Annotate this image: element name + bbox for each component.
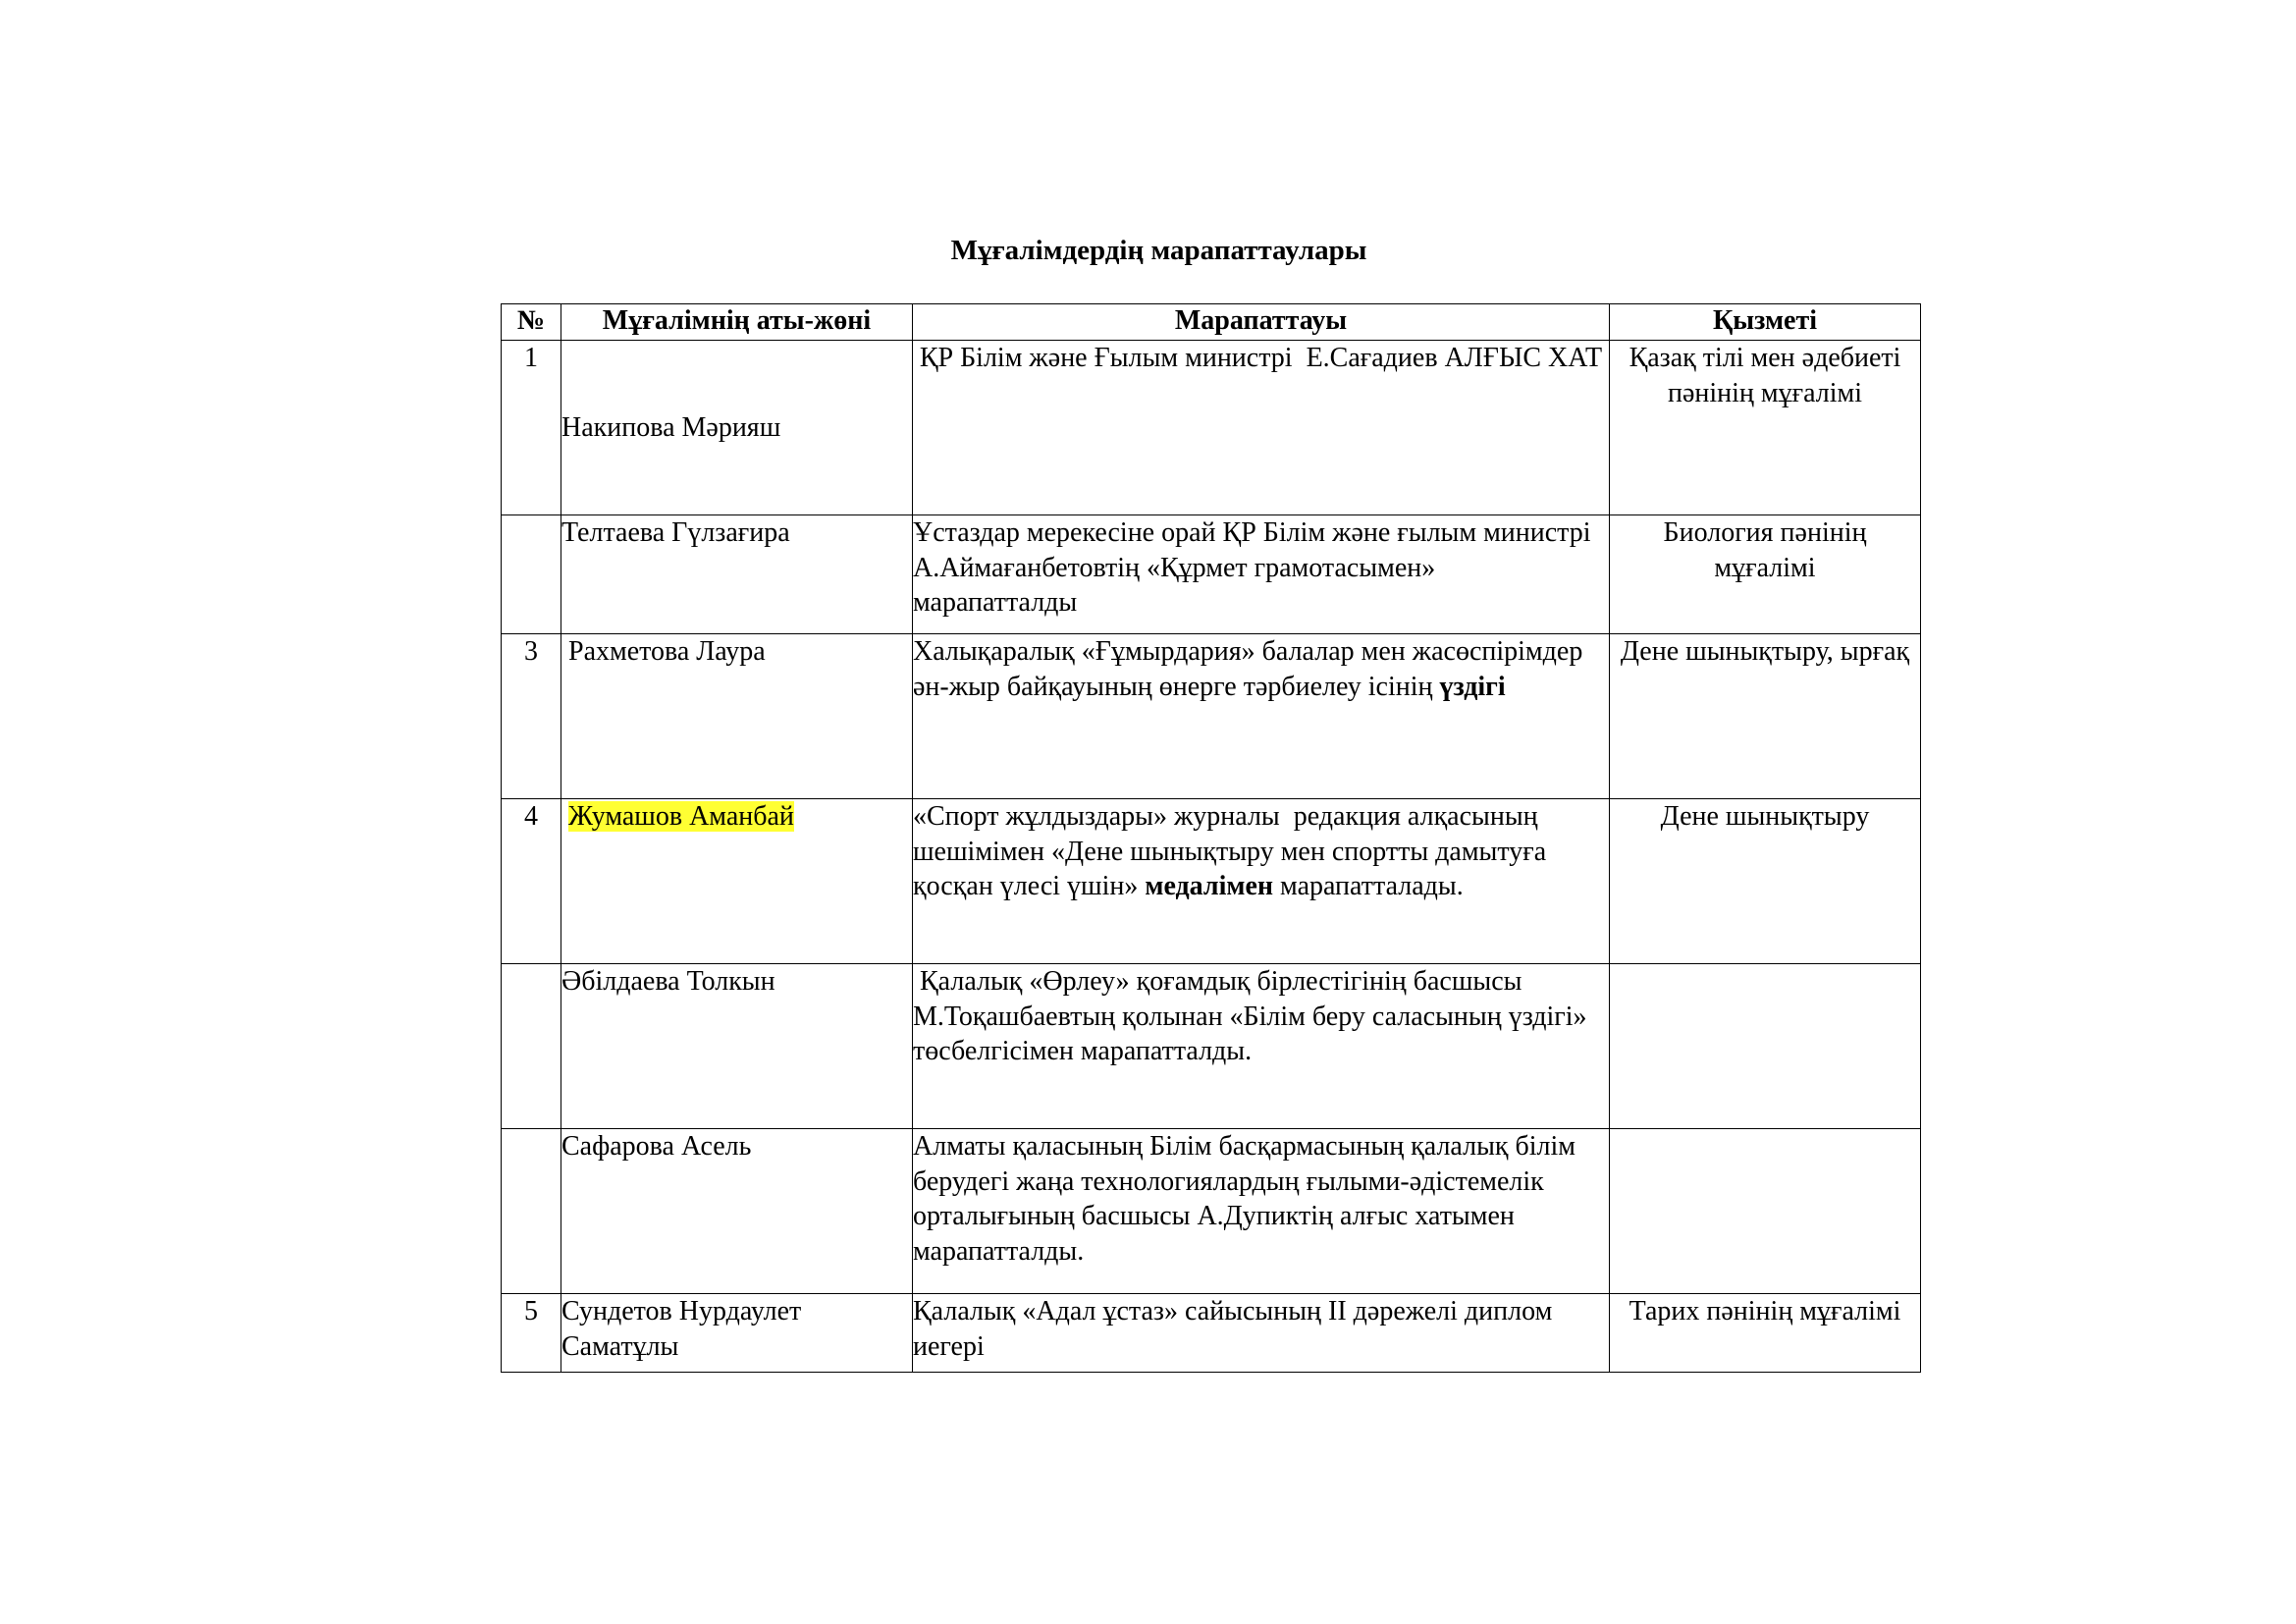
row-number: 4 <box>502 799 561 964</box>
teacher-name-text: Телтаева Гүлзағира <box>561 517 790 548</box>
table-row <box>502 1294 1921 1373</box>
row-number: 3 <box>502 634 561 799</box>
teacher-name <box>561 341 913 515</box>
award-text: Қалалық «Өрлеу» қоғамдық бірлестігінің басшысы М.Тоқашбаевтың қолынан «Білім беру саласының үздігі» төсбелгісімен марапатталды. <box>913 966 1594 1066</box>
highlighted-teacher-name: Жумашов Аманбай <box>568 801 794 832</box>
award-description <box>913 341 1610 515</box>
award-text: ҚР Білім және Ғылым министрі Е.Сағадиев АЛҒЫС ХАТ <box>919 343 1603 373</box>
teacher-position: Дене шынықтыру, ырғақ <box>1610 634 1921 799</box>
table-row <box>502 341 1921 515</box>
header-teacher-name: Мұғалімнің аты-жөні <box>561 304 913 341</box>
award-emphasis: үздігі <box>1439 671 1506 702</box>
teacher-name-text: Сафарова Асель <box>561 1131 752 1162</box>
row-number: 1 <box>502 341 561 515</box>
teacher-name-text: Әбілдаева Толкын <box>561 966 775 997</box>
teacher-position: Дене шынықтыру <box>1610 799 1921 964</box>
teacher-name <box>561 634 913 799</box>
award-description <box>913 1294 1610 1373</box>
teacher-name <box>561 799 913 964</box>
teacher-name-text: Накипова Мәрияш <box>561 412 781 443</box>
teacher-position <box>1610 1129 1921 1294</box>
award-description <box>913 799 1610 964</box>
row-number: 5 <box>502 1294 561 1373</box>
table-row <box>502 634 1921 799</box>
award-text: Халықаралық «Ғұмырдария» балалар мен жасөспірімдер ән-жыр байқауының өнерге тәрбиелеу ісінің <box>913 636 1590 702</box>
award-description <box>913 1129 1610 1294</box>
table-row <box>502 515 1921 634</box>
award-text: марапатталады. <box>1273 871 1464 901</box>
teacher-position: Қазақ тілі мен әдебиеті пәнінің мұғалімі <box>1610 341 1921 515</box>
award-description <box>913 515 1610 634</box>
teacher-name <box>561 1294 913 1373</box>
award-text: Қалалық «Адал ұстаз» сайысының ІІ дәрежелі диплом иегері <box>913 1296 1560 1362</box>
award-emphasis: медалімен <box>1145 871 1274 901</box>
row-number <box>502 964 561 1129</box>
table-row <box>502 1129 1921 1294</box>
page-title: Мұғалімдердің марапаттаулары <box>950 235 1367 266</box>
table-header-row <box>502 304 1921 341</box>
table-row <box>502 799 1921 964</box>
award-text: Ұстаздар мерекесіне орай ҚР Білім және ғылым министрі А.Аймағанбетовтің «Құрмет грамотасымен» марапатталды <box>913 517 1598 618</box>
teacher-position: Биология пәнінің мұғалімі <box>1610 515 1921 634</box>
awards-table <box>501 303 1921 1373</box>
award-text: «Спорт жұлдыздары» журналы редакция алқасының шешімімен «Дене шынықтыру мен спортты дамытуға қосқан үлесі үшін» <box>913 801 1554 901</box>
row-number <box>502 515 561 634</box>
table-row <box>502 964 1921 1129</box>
teacher-name-text: Рахметова Лаура <box>561 636 766 667</box>
teacher-name <box>561 1129 913 1294</box>
awards-table-body <box>502 341 1921 1373</box>
teacher-position <box>1610 964 1921 1129</box>
teacher-name-text: Сундетов Нурдаулет Саматұлы <box>561 1296 809 1362</box>
header-position: Қызметі <box>1610 304 1921 341</box>
header-number: № <box>502 304 561 341</box>
award-text: Алматы қаласының Білім басқармасының қалалық білім берудегі жаңа технологиялардың ғылыми-әдістемелік орталығының басшысы А.Дупиктің алғыс хатымен марапатталды. <box>913 1131 1582 1267</box>
teacher-name <box>561 964 913 1129</box>
teacher-name <box>561 515 913 634</box>
award-description <box>913 634 1610 799</box>
teacher-position: Тарих пәнінің мұғалімі <box>1610 1294 1921 1373</box>
row-number <box>502 1129 561 1294</box>
header-award: Марапаттауы <box>913 304 1610 341</box>
teacher-name-text <box>561 801 568 832</box>
award-description <box>913 964 1610 1129</box>
